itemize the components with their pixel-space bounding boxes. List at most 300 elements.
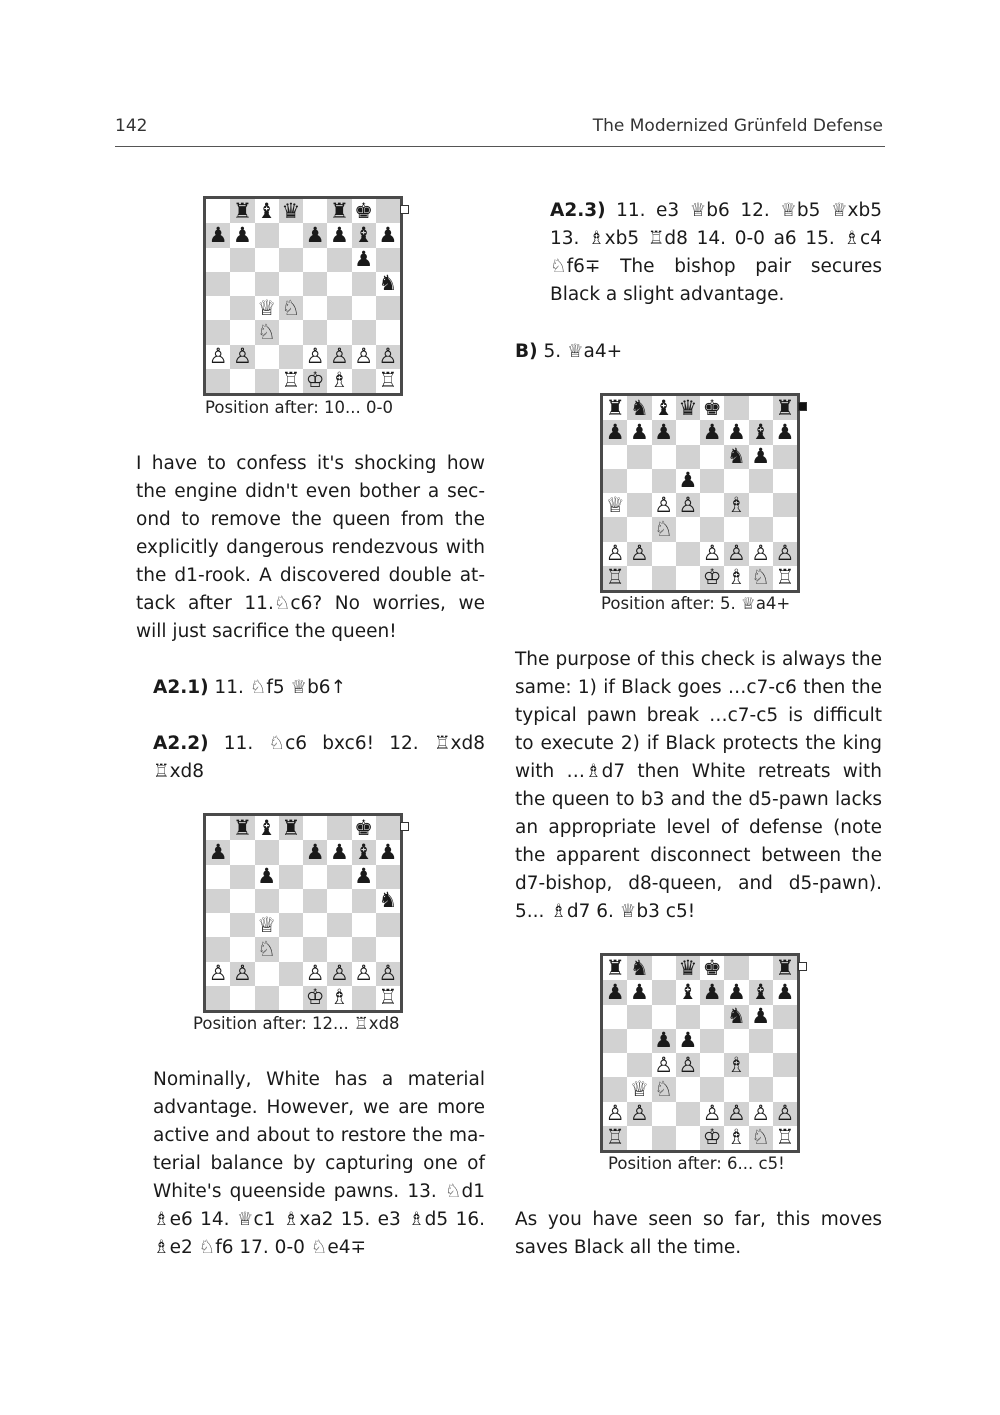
square-h7 — [773, 980, 797, 1004]
square-f2 — [327, 962, 351, 986]
square-e4 — [700, 1053, 724, 1077]
square-c5 — [652, 469, 676, 493]
diagram-caption: Position after: 6... c5! — [608, 1154, 785, 1173]
square-e2 — [700, 1102, 724, 1126]
black-pawn-icon: ♟ — [678, 1028, 698, 1053]
square-c1 — [255, 369, 279, 393]
black-pawn-icon: ♟ — [629, 420, 649, 444]
white-bishop-icon: ♗ — [726, 493, 746, 517]
white-queen-icon: ♕ — [257, 296, 277, 320]
black-bishop-icon: ♝ — [354, 840, 374, 864]
white-king-icon: ♔ — [702, 1125, 722, 1150]
white-pawn-icon: ♙ — [354, 961, 374, 986]
square-h6 — [376, 865, 400, 889]
square-c7 — [255, 840, 279, 864]
square-b7 — [627, 980, 651, 1004]
black-pawn-icon: ♟ — [751, 444, 771, 469]
white-pawn-icon: ♙ — [726, 1101, 746, 1126]
square-e3 — [303, 937, 327, 961]
black-bishop-icon: ♝ — [751, 980, 771, 1004]
square-b4 — [627, 493, 651, 517]
white-pawn-icon: ♙ — [208, 961, 228, 986]
black-pawn-icon: ♟ — [775, 980, 795, 1004]
square-a2 — [206, 962, 230, 986]
square-a8 — [206, 816, 230, 840]
square-b5 — [230, 889, 254, 913]
square-d6 — [676, 1005, 700, 1029]
square-g6 — [749, 1005, 773, 1029]
white-pawn-icon: ♙ — [629, 541, 649, 566]
square-b8 — [230, 199, 254, 223]
square-h6 — [773, 445, 797, 469]
square-c6 — [652, 445, 676, 469]
square-h5 — [773, 469, 797, 493]
square-e7 — [303, 840, 327, 864]
square-c4 — [255, 296, 279, 320]
square-e3 — [700, 517, 724, 541]
white-king-icon: ♔ — [305, 985, 325, 1010]
black-pawn-icon: ♟ — [208, 840, 228, 864]
square-d1 — [676, 566, 700, 590]
square-d7 — [279, 840, 303, 864]
white-queen-icon: ♕ — [629, 1077, 649, 1101]
square-h6 — [773, 1005, 797, 1029]
square-e1 — [303, 369, 327, 393]
white-pawn-icon: ♙ — [678, 1053, 698, 1077]
square-a8 — [603, 956, 627, 980]
chess-diagram-1 — [203, 196, 403, 396]
square-d8 — [676, 396, 700, 420]
square-c1 — [652, 566, 676, 590]
square-g1 — [749, 566, 773, 590]
square-h4 — [376, 913, 400, 937]
square-f4 — [327, 296, 351, 320]
square-a3 — [603, 517, 627, 541]
white-rook-icon: ♖ — [378, 368, 398, 393]
to-move-indicator — [798, 402, 807, 411]
square-c4 — [652, 493, 676, 517]
square-f1 — [724, 1126, 748, 1150]
paragraph: As you have seen so far, this moves saves Black all the time. — [515, 1209, 882, 1258]
square-g8 — [749, 956, 773, 980]
white-rook-icon: ♖ — [378, 985, 398, 1010]
square-b1 — [230, 986, 254, 1010]
square-c2 — [652, 1102, 676, 1126]
chess-diagram-2 — [203, 813, 403, 1013]
square-c8 — [652, 956, 676, 980]
square-f8 — [327, 816, 351, 840]
square-g1 — [749, 1126, 773, 1150]
square-f6 — [327, 248, 351, 272]
white-rook-icon: ♖ — [281, 368, 301, 393]
square-c7 — [255, 223, 279, 247]
black-pawn-icon: ♟ — [726, 420, 746, 444]
square-c3 — [652, 517, 676, 541]
square-g4 — [749, 493, 773, 517]
square-g7 — [749, 420, 773, 444]
square-f5 — [724, 1029, 748, 1053]
square-g3 — [749, 517, 773, 541]
square-c5 — [255, 889, 279, 913]
square-c5 — [255, 272, 279, 296]
square-b4 — [627, 1053, 651, 1077]
square-b6 — [627, 445, 651, 469]
square-g5 — [749, 469, 773, 493]
square-f7 — [327, 223, 351, 247]
chess-diagram-4 — [600, 953, 800, 1153]
square-e1 — [700, 1126, 724, 1150]
white-knight-icon: ♘ — [654, 517, 674, 541]
square-c2 — [255, 345, 279, 369]
white-knight-icon: ♘ — [257, 937, 277, 961]
square-b5 — [627, 469, 651, 493]
black-knight-icon: ♞ — [726, 1004, 746, 1029]
black-rook-icon: ♜ — [232, 199, 252, 223]
square-e1 — [303, 986, 327, 1010]
square-g4 — [352, 913, 376, 937]
square-b2 — [230, 345, 254, 369]
black-bishop-icon: ♝ — [654, 396, 674, 420]
square-g7 — [749, 980, 773, 1004]
white-pawn-icon: ♙ — [378, 961, 398, 986]
white-bishop-icon: ♗ — [726, 1053, 746, 1077]
white-pawn-icon: ♙ — [751, 1101, 771, 1126]
to-move-indicator — [400, 205, 409, 214]
square-f4 — [724, 493, 748, 517]
square-f8 — [327, 199, 351, 223]
square-h1 — [376, 369, 400, 393]
black-pawn-icon: ♟ — [775, 420, 795, 444]
square-a2 — [603, 1102, 627, 1126]
black-bishop-icon: ♝ — [257, 816, 277, 840]
square-d7 — [279, 223, 303, 247]
square-g6 — [352, 248, 376, 272]
black-pawn-icon: ♟ — [654, 420, 674, 444]
square-a1 — [206, 369, 230, 393]
square-c8 — [255, 816, 279, 840]
square-g2 — [749, 1102, 773, 1126]
square-d2 — [676, 542, 700, 566]
square-a1 — [603, 1126, 627, 1150]
square-d3 — [676, 1077, 700, 1101]
square-e8 — [303, 816, 327, 840]
white-rook-icon: ♖ — [775, 565, 795, 590]
square-a3 — [206, 937, 230, 961]
square-f7 — [724, 980, 748, 1004]
black-queen-icon: ♛ — [678, 396, 698, 420]
square-d3 — [279, 937, 303, 961]
square-f1 — [327, 986, 351, 1010]
square-d5 — [676, 469, 700, 493]
square-c3 — [255, 937, 279, 961]
square-h8 — [376, 816, 400, 840]
white-pawn-icon: ♙ — [629, 1101, 649, 1126]
square-g6 — [352, 865, 376, 889]
square-f2 — [327, 345, 351, 369]
square-a5 — [603, 469, 627, 493]
black-pawn-icon: ♟ — [208, 223, 228, 247]
square-e3 — [700, 1077, 724, 1101]
white-pawn-icon: ♙ — [654, 1053, 674, 1077]
white-bishop-icon: ♗ — [329, 985, 349, 1010]
square-g2 — [352, 962, 376, 986]
to-move-indicator — [798, 962, 807, 971]
square-b6 — [230, 865, 254, 889]
square-b5 — [230, 272, 254, 296]
black-queen-icon: ♛ — [281, 199, 301, 223]
square-c5 — [652, 1029, 676, 1053]
paragraph: The purpose of this check is always the same: 1) if Black goes …c7-c6 then the typical pawn break …c7-c5 is difficult to execute 2) if Black protects the king with …♗d7 then White retreats with the queen to b3 and the d5-pawn lacks an appropriate level of defense (note the apparent disconnect between the d7-bishop, d8-queen, and d5-pawn). 5... ♗d7 6. ♕b3 c5! — [515, 649, 882, 922]
square-b4 — [230, 296, 254, 320]
square-b4 — [230, 913, 254, 937]
to-move-indicator — [400, 822, 409, 831]
square-a1 — [206, 986, 230, 1010]
black-king-icon: ♚ — [702, 396, 722, 420]
square-e6 — [700, 1005, 724, 1029]
square-d5 — [279, 272, 303, 296]
square-h4 — [773, 493, 797, 517]
square-g8 — [749, 396, 773, 420]
white-pawn-icon: ♙ — [305, 961, 325, 986]
square-d5 — [676, 1029, 700, 1053]
black-knight-icon: ♞ — [629, 956, 649, 980]
square-f1 — [724, 566, 748, 590]
white-pawn-icon: ♙ — [329, 344, 349, 369]
variation-label: B) — [515, 341, 538, 362]
black-king-icon: ♚ — [354, 816, 374, 840]
square-e1 — [700, 566, 724, 590]
square-b1 — [627, 1126, 651, 1150]
square-b3 — [230, 320, 254, 344]
square-d6 — [279, 865, 303, 889]
square-c3 — [652, 1077, 676, 1101]
black-pawn-icon: ♟ — [726, 980, 746, 1004]
square-a5 — [206, 272, 230, 296]
black-queen-icon: ♛ — [678, 956, 698, 980]
square-c3 — [255, 320, 279, 344]
square-g4 — [352, 296, 376, 320]
square-h3 — [773, 517, 797, 541]
square-a4 — [206, 913, 230, 937]
square-a3 — [603, 1077, 627, 1101]
square-f1 — [327, 369, 351, 393]
black-rook-icon: ♜ — [281, 816, 301, 840]
square-b3 — [627, 1077, 651, 1101]
white-king-icon: ♔ — [702, 565, 722, 590]
variation-moves: 11. ♘c6 bxc6! 12. ♖xd8 ♖xd8 — [153, 733, 485, 782]
square-c4 — [652, 1053, 676, 1077]
paragraph: I have to confess it's shocking how the engine didn't even bother a second to remove the queen from the explicitly dangerous rendezvous with the d1-rook. A discovered double attack after 11.♘c6? No worries, we will just sacrifice the queen! — [136, 453, 485, 642]
square-a7 — [206, 223, 230, 247]
square-g5 — [749, 1029, 773, 1053]
square-f7 — [724, 420, 748, 444]
black-pawn-icon: ♟ — [329, 223, 349, 247]
square-c6 — [255, 865, 279, 889]
black-bishop-icon: ♝ — [678, 980, 698, 1004]
black-pawn-icon: ♟ — [232, 223, 252, 247]
square-b6 — [627, 1005, 651, 1029]
square-g5 — [352, 889, 376, 913]
white-bishop-icon: ♗ — [726, 1125, 746, 1150]
square-d7 — [676, 980, 700, 1004]
square-e4 — [303, 913, 327, 937]
square-h1 — [773, 1126, 797, 1150]
square-b6 — [230, 248, 254, 272]
variation-a22 — [153, 730, 485, 786]
square-c6 — [652, 1005, 676, 1029]
square-d2 — [279, 345, 303, 369]
variation-a23 — [550, 197, 882, 309]
black-king-icon: ♚ — [702, 956, 722, 980]
square-h3 — [376, 937, 400, 961]
square-f8 — [724, 396, 748, 420]
white-pawn-icon: ♙ — [702, 541, 722, 566]
black-rook-icon: ♜ — [775, 956, 795, 980]
square-d4 — [676, 1053, 700, 1077]
square-g3 — [749, 1077, 773, 1101]
square-d4 — [676, 493, 700, 517]
square-e7 — [303, 223, 327, 247]
square-h4 — [376, 296, 400, 320]
square-c2 — [652, 542, 676, 566]
square-f5 — [327, 889, 351, 913]
square-g3 — [352, 320, 376, 344]
black-pawn-icon: ♟ — [702, 420, 722, 444]
square-d8 — [279, 199, 303, 223]
square-a5 — [206, 889, 230, 913]
square-c7 — [652, 980, 676, 1004]
square-c8 — [652, 396, 676, 420]
black-bishop-icon: ♝ — [751, 420, 771, 444]
white-pawn-icon: ♙ — [775, 1101, 795, 1126]
white-rook-icon: ♖ — [775, 1125, 795, 1150]
black-pawn-icon: ♟ — [702, 980, 722, 1004]
black-pawn-icon: ♟ — [354, 864, 374, 889]
black-pawn-icon: ♟ — [751, 1004, 771, 1029]
white-pawn-icon: ♙ — [232, 961, 252, 986]
square-e6 — [303, 865, 327, 889]
square-h4 — [773, 1053, 797, 1077]
square-e5 — [303, 889, 327, 913]
square-b2 — [627, 542, 651, 566]
square-a3 — [206, 320, 230, 344]
square-b8 — [230, 816, 254, 840]
square-h5 — [773, 1029, 797, 1053]
white-rook-icon: ♖ — [605, 1125, 625, 1150]
square-d2 — [676, 1102, 700, 1126]
square-a4 — [603, 1053, 627, 1077]
variation-moves: 11. ♘f5 ♕b6↑ — [208, 677, 347, 698]
black-king-icon: ♚ — [354, 199, 374, 223]
square-d1 — [676, 1126, 700, 1150]
page-number: 142 — [115, 116, 148, 136]
chess-diagram-3 — [600, 393, 800, 593]
square-f5 — [327, 272, 351, 296]
square-g3 — [352, 937, 376, 961]
white-bishop-icon: ♗ — [726, 565, 746, 590]
square-a7 — [603, 420, 627, 444]
square-e7 — [700, 980, 724, 1004]
square-e5 — [700, 1029, 724, 1053]
white-pawn-icon: ♙ — [678, 493, 698, 517]
square-h1 — [773, 566, 797, 590]
square-f4 — [327, 913, 351, 937]
square-g4 — [749, 1053, 773, 1077]
square-g1 — [352, 369, 376, 393]
square-c1 — [652, 1126, 676, 1150]
square-h7 — [376, 840, 400, 864]
black-rook-icon: ♜ — [232, 816, 252, 840]
square-c2 — [255, 962, 279, 986]
square-c7 — [652, 420, 676, 444]
square-a8 — [603, 396, 627, 420]
white-knight-icon: ♘ — [751, 1125, 771, 1150]
square-d4 — [279, 296, 303, 320]
running-title: The Modernized Grünfeld Defense — [592, 116, 883, 136]
square-a5 — [603, 1029, 627, 1053]
square-d3 — [676, 517, 700, 541]
square-b3 — [627, 517, 651, 541]
square-g8 — [352, 199, 376, 223]
black-pawn-icon: ♟ — [305, 840, 325, 864]
square-d8 — [279, 816, 303, 840]
black-pawn-icon: ♟ — [605, 980, 625, 1004]
white-knight-icon: ♘ — [257, 320, 277, 344]
square-h3 — [773, 1077, 797, 1101]
white-knight-icon: ♘ — [654, 1077, 674, 1101]
white-queen-icon: ♕ — [257, 913, 277, 937]
square-e8 — [700, 396, 724, 420]
variation-moves: 5. ♕a4+ — [537, 341, 623, 362]
black-pawn-icon: ♟ — [678, 468, 698, 493]
square-g6 — [749, 445, 773, 469]
white-pawn-icon: ♙ — [378, 344, 398, 369]
square-a4 — [206, 296, 230, 320]
square-e7 — [700, 420, 724, 444]
black-knight-icon: ♞ — [629, 396, 649, 420]
square-b7 — [230, 223, 254, 247]
white-pawn-icon: ♙ — [605, 1101, 625, 1126]
square-h2 — [773, 1102, 797, 1126]
square-d6 — [676, 445, 700, 469]
square-b1 — [627, 566, 651, 590]
square-h6 — [376, 248, 400, 272]
square-g2 — [352, 345, 376, 369]
square-c4 — [255, 913, 279, 937]
square-e6 — [303, 248, 327, 272]
square-e2 — [700, 542, 724, 566]
square-h8 — [773, 956, 797, 980]
square-b1 — [230, 369, 254, 393]
variation-moves: 11. e3 ♕b6 12. ♕b5 ♕xb5 13. ♗xb5 ♖d8 14. 0-0 a6 15. ♗c4 ♘f6∓ The bishop pair secures Black a slight advantage. — [550, 200, 882, 305]
black-pawn-icon: ♟ — [605, 420, 625, 444]
square-e4 — [700, 493, 724, 517]
square-d4 — [279, 913, 303, 937]
square-f2 — [724, 542, 748, 566]
white-pawn-icon: ♙ — [232, 344, 252, 369]
black-pawn-icon: ♟ — [378, 223, 398, 247]
black-rook-icon: ♜ — [329, 199, 349, 223]
square-b5 — [627, 1029, 651, 1053]
square-f6 — [327, 865, 351, 889]
white-bishop-icon: ♗ — [329, 368, 349, 393]
square-h5 — [376, 272, 400, 296]
square-f2 — [724, 1102, 748, 1126]
black-pawn-icon: ♟ — [329, 840, 349, 864]
white-pawn-icon: ♙ — [605, 541, 625, 566]
white-pawn-icon: ♙ — [329, 961, 349, 986]
square-h1 — [376, 986, 400, 1010]
